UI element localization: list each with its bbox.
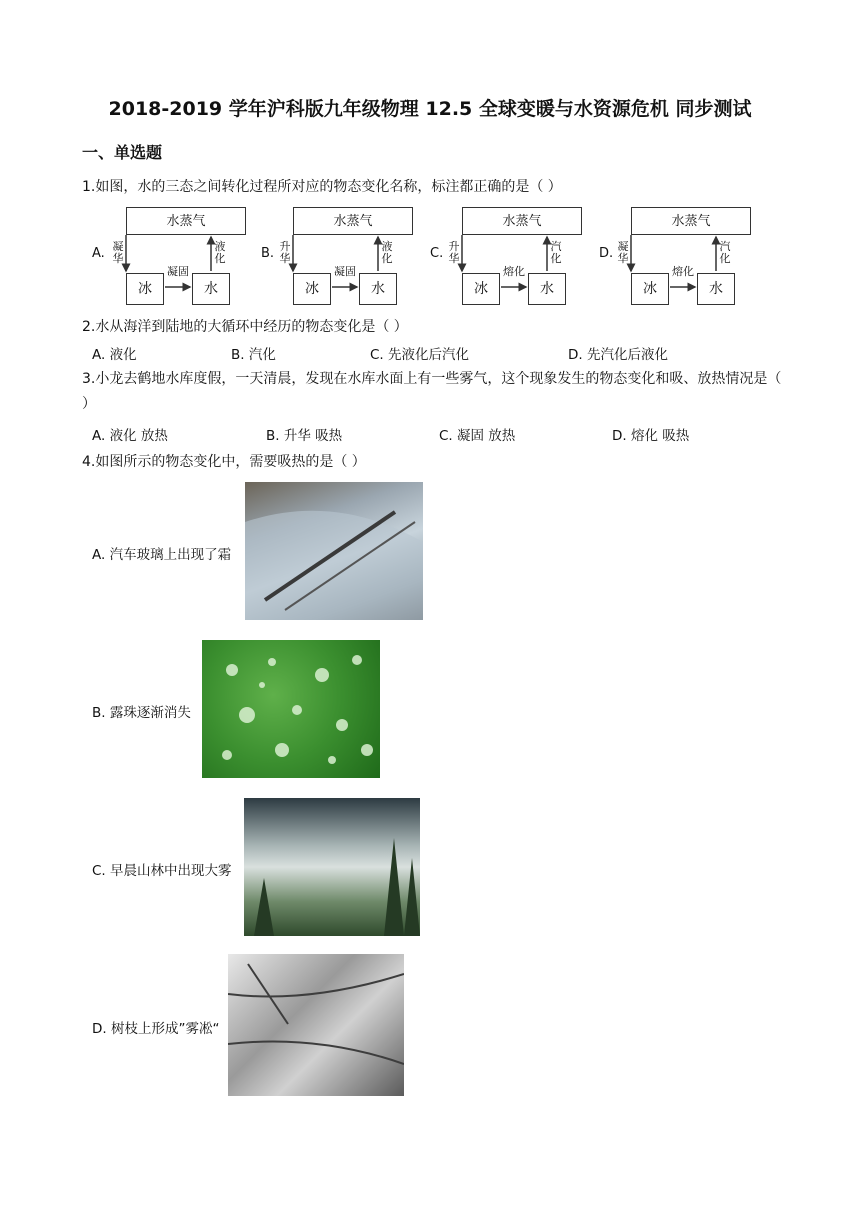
q3-option-d[interactable]: D. 熔化 吸热 — [612, 428, 690, 444]
q3-option-a[interactable]: A. 液化 放热 — [92, 428, 168, 444]
q4-option-c[interactable]: C. 早晨山林中出现大雾 — [92, 863, 232, 879]
ice-box: 冰 — [126, 273, 164, 305]
ice-box: 冰 — [462, 273, 500, 305]
left-arrow-label: 升华 — [279, 240, 291, 265]
vapor-box: 水蒸气 — [126, 207, 246, 235]
q2-option-a[interactable]: A. 液化 — [92, 347, 137, 363]
vapor-box: 水蒸气 — [293, 207, 413, 235]
phase-change-diagram[interactable] — [112, 207, 250, 305]
question-2: 2.水从海洋到陆地的大循环中经历的物态变化是（ ） — [82, 319, 408, 335]
q4-option-a[interactable]: A. 汽车玻璃上出现了霜 — [92, 547, 232, 563]
ice-box: 冰 — [631, 273, 669, 305]
right-arrow-label: 液化 — [381, 240, 393, 265]
q2-option-b[interactable]: B. 汽化 — [231, 347, 276, 363]
water-box: 水 — [528, 273, 566, 305]
page-title: 2018-2019 学年沪科版九年级物理 12.5 全球变暖与水资源危机 同步测试 — [108, 98, 752, 120]
leaf-dewdrops-photo — [202, 640, 380, 778]
water-box: 水 — [192, 273, 230, 305]
q2-option-c[interactable]: C. 先液化后汽化 — [370, 347, 470, 363]
vapor-box: 水蒸气 — [462, 207, 582, 235]
question-3: 3.小龙去鹤地水库度假，一天清晨，发现在水库水面上有一些雾气，这个现象发生的物态变化和吸、放热情况是（ ） — [82, 371, 782, 412]
left-arrow-label: 升华 — [448, 240, 460, 265]
middle-arrow-label: 凝固 — [334, 265, 356, 278]
q2-option-d[interactable]: D. 先汽化后液化 — [568, 347, 668, 363]
q4-option-b[interactable]: B. 露珠逐渐消失 — [92, 705, 191, 721]
foggy-forest-photo — [244, 798, 420, 936]
phase-change-diagram[interactable] — [279, 207, 417, 305]
rime-branches-photo — [228, 954, 404, 1096]
right-arrow-label: 汽化 — [550, 240, 562, 265]
left-arrow-label: 凝华 — [112, 240, 124, 265]
q4-option-d[interactable]: D. 树枝上形成”雾凇“ — [92, 1021, 220, 1037]
vapor-box: 水蒸气 — [631, 207, 751, 235]
middle-arrow-label: 熔化 — [503, 265, 525, 278]
water-box: 水 — [359, 273, 397, 305]
phase-change-diagram[interactable] — [617, 207, 755, 305]
section-heading: 一、单选题 — [82, 143, 163, 162]
ice-box: 冰 — [293, 273, 331, 305]
right-arrow-label: 汽化 — [719, 240, 731, 265]
q1-option-letter[interactable]: D. — [599, 246, 614, 261]
question-1: 1.如图，水的三态之间转化过程所对应的物态变化名称，标注都正确的是（ ） — [82, 179, 562, 195]
q3-option-b[interactable]: B. 升华 吸热 — [266, 428, 343, 444]
left-arrow-label: 凝华 — [617, 240, 629, 265]
q1-option-letter[interactable]: C. — [430, 246, 444, 261]
q1-option-letter[interactable]: B. — [261, 246, 275, 261]
phase-change-diagram[interactable] — [448, 207, 586, 305]
car-windshield-frost-photo — [245, 482, 423, 620]
middle-arrow-label: 凝固 — [167, 265, 189, 278]
q3-option-c[interactable]: C. 凝固 放热 — [439, 428, 516, 444]
water-box: 水 — [697, 273, 735, 305]
question-4: 4.如图所示的物态变化中，需要吸热的是（ ） — [82, 454, 366, 470]
q1-option-letter[interactable]: A. — [92, 246, 105, 261]
middle-arrow-label: 熔化 — [672, 265, 694, 278]
right-arrow-label: 液化 — [214, 240, 226, 265]
